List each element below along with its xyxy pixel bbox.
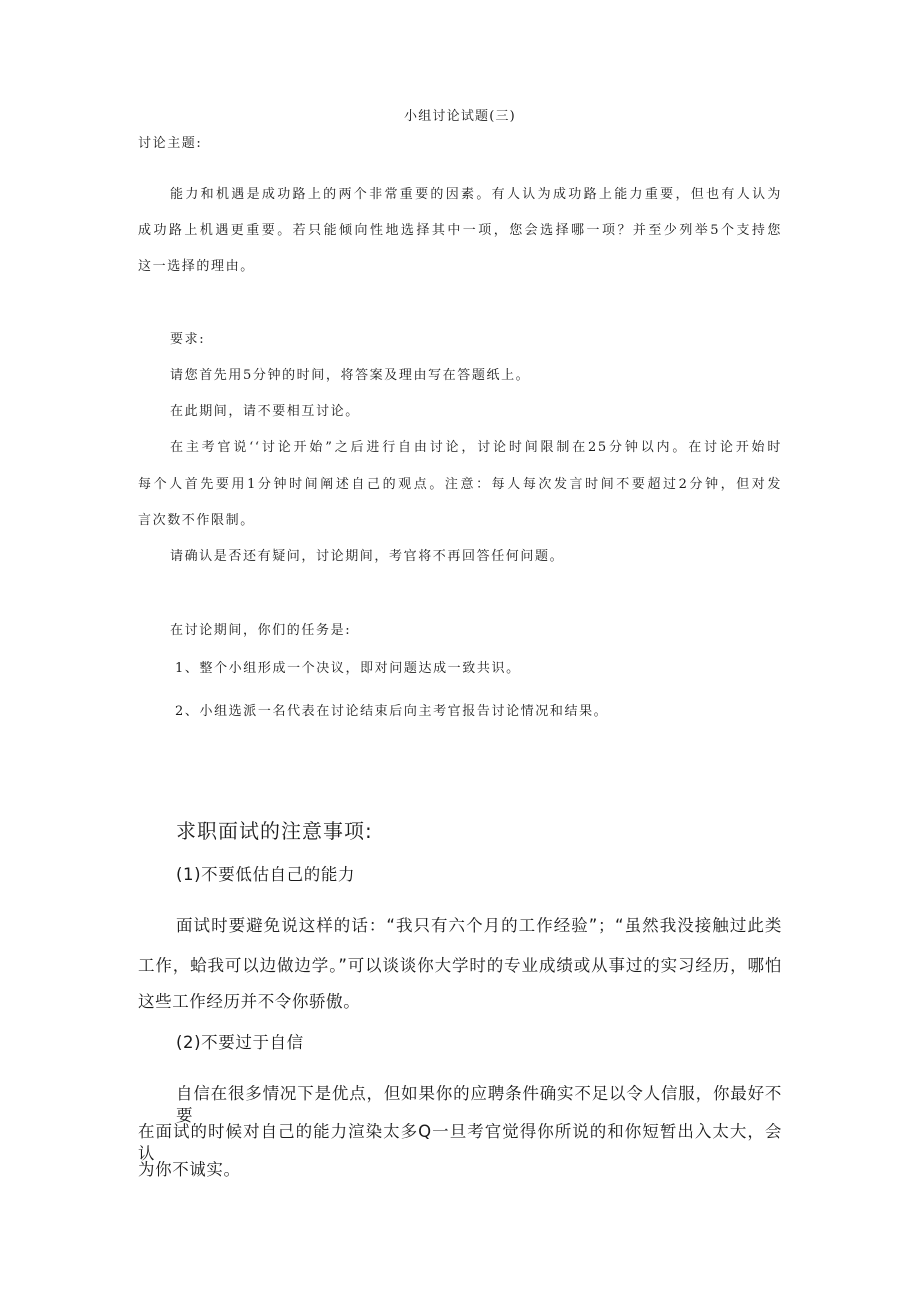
point2-line-3: 为你不诚实。 xyxy=(138,1160,241,1179)
task-item-2: 2、小组选派一名代表在讨论结束后向主考官报告讨论情况和结果。 xyxy=(175,704,609,719)
tasks-label: 在讨论期间，你们的任务是: xyxy=(170,623,352,638)
document-title: 小组讨论试题(三) xyxy=(404,109,516,124)
point1-title: (1)不要低估自己的能力 xyxy=(176,865,356,884)
requirement-line-1: 请您首先用5分钟的时间，将答案及理由写在答题纸上。 xyxy=(170,368,531,383)
point2-line-1: 自信在很多情况下是优点，但如果你的应聘条件确实不足以令人信服，你最好不要 xyxy=(176,1084,782,1125)
point1-line-2: 工作，蛤我可以边做边学。”可以谈谈你大学时的专业成绩或从事过的实习经历，哪怕 xyxy=(138,956,782,975)
requirement-line-5: 言次数不作限制。 xyxy=(138,513,255,528)
point1-line-3: 这些工作经历并不令你骄傲。 xyxy=(138,992,361,1011)
point2-line-2: 在面试的时候对自己的能力渲染太多Q一旦考官觉得你所说的和你短暂出入太大，会认 xyxy=(138,1122,782,1163)
requirement-line-3: 在主考官说‘‘讨论开始”之后进行自由讨论，讨论时间限制在25分钟以内。在讨论开始时 xyxy=(170,440,782,455)
topic-line-1: 能力和机遇是成功路上的两个非常重要的因素。有人认为成功路上能力重要，但也有人认为 xyxy=(170,187,782,202)
interview-heading: 求职面试的注意事项: xyxy=(176,819,373,843)
topic-label: 讨论主题: xyxy=(138,136,203,151)
point2-title: (2)不要过于自信 xyxy=(176,1033,304,1052)
point1-line-1: 面试时要避免说这样的话：“我只有六个月的工作经验”；“虽然我没接触过此类 xyxy=(176,916,782,935)
requirements-label: 要求: xyxy=(170,332,206,347)
topic-line-3: 这一选择的理由。 xyxy=(138,259,255,274)
requirement-line-6: 请确认是否还有疑问，讨论期间，考官将不再回答任何问题。 xyxy=(170,549,565,564)
requirement-line-4: 每个人首先要用1分钟时间阐述自己的观点。注意：每人每次发言时间不要超过2分钟，但对发 xyxy=(138,477,782,492)
task-item-1: 1、整个小组形成一个决议，即对问题达成一致共识。 xyxy=(175,661,521,676)
topic-line-2: 成功路上机遇更重要。若只能倾向性地选择其中一项，您会选择哪一项？并至少列举5个支持您 xyxy=(138,223,782,238)
requirement-line-2: 在此期间，请不要相互讨论。 xyxy=(170,404,360,419)
